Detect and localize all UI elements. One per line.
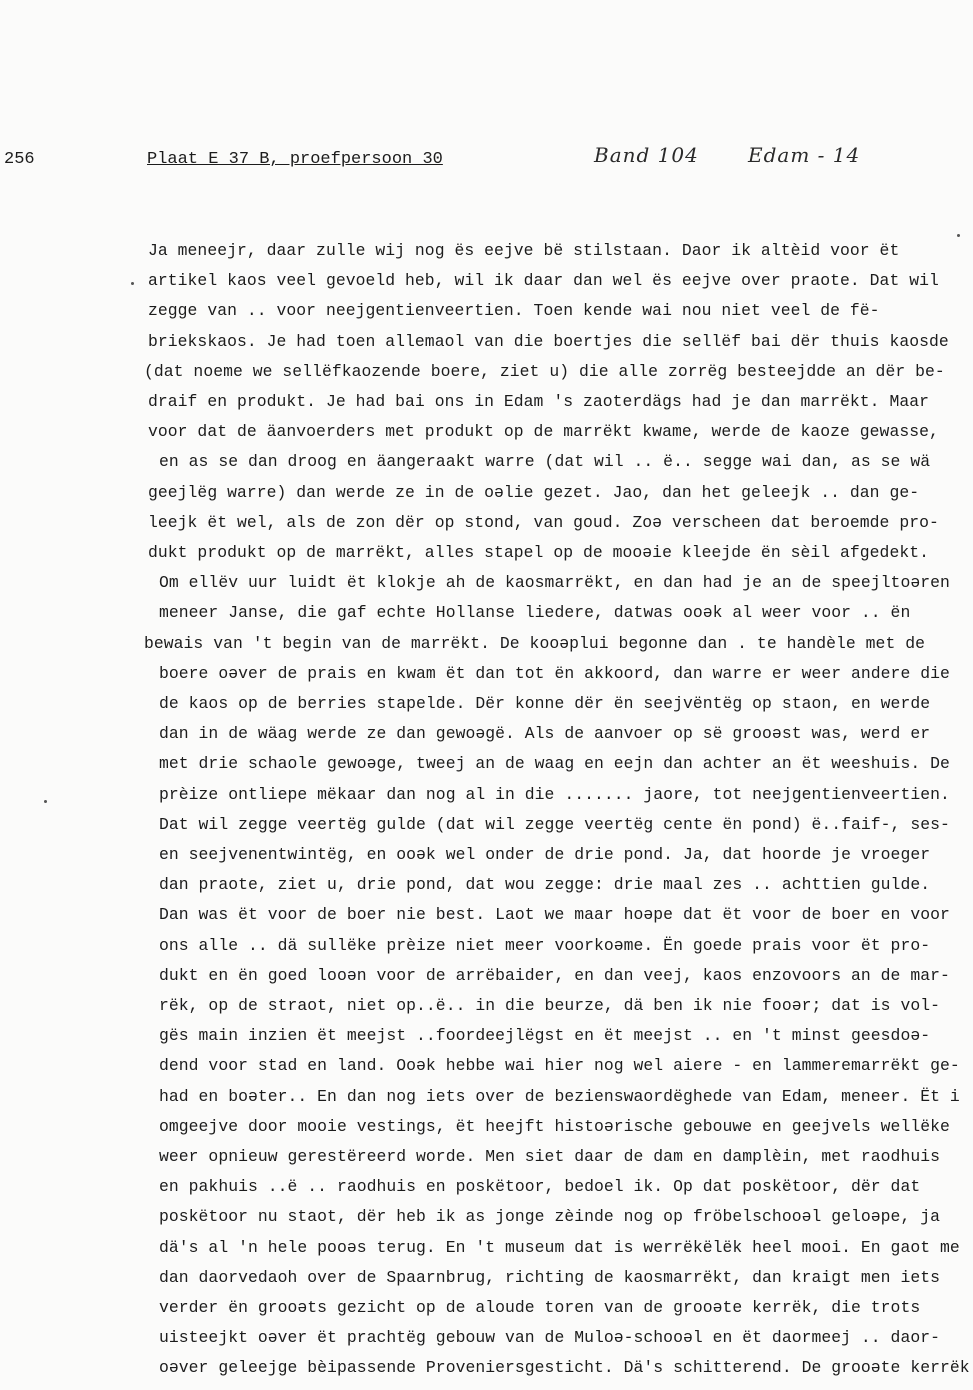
transcript-line: rëk, op de straot, niet op..ë.. in die beurze, dä ben ik nie fooər; dat is vol- [159, 996, 940, 1015]
transcript-line: dukt produkt op de marrëkt, alles stapel op de mooəie kleejde ën sèil afgedekt. [148, 543, 929, 562]
transcript-line: had en boəter.. En dan nog iets over de bezienswaordëghede van Edam, meneer. Ët i [159, 1087, 960, 1106]
transcript-line: en seejvenentwintëg, en ooək wel onder de drie pond. Ja, dat hoorde je vroeger [159, 845, 931, 864]
transcript-line: en as se dan droog en äangeraakt warre (dat wil .. ë.. segge wai dan, as se wä [159, 452, 931, 471]
transcript-line: ons alle .. dä sullëke prèize niet meer voorkoəme. Ën goede prais voor ët pro- [159, 936, 931, 955]
transcript-line: met drie schaole gewoəge, tweej an de waag en eejn dan achter an ët weeshuis. De [159, 754, 950, 773]
transcript-line: Dan was ët voor de boer nie best. Laot we maar hoəpe dat ët voor de boer en voor [159, 905, 950, 924]
transcript-line: meneer Janse, die gaf echte Hollanse liedere, datwas ooək al weer voor .. ën [159, 603, 911, 622]
transcript-line: dä's al 'n hele pooəs terug. En 't museum dat is werrëkëlëk heel mooi. En gaot me [159, 1238, 960, 1257]
handwritten-tape-note: Band 104 [594, 143, 699, 167]
transcript-line: gës main inzien ët meejst ..foordeejlëgst en ët meejst .. en 't minst geesdoə- [159, 1026, 931, 1045]
transcript-line: uisteejkt oəver ët prachtëg gebouw van de Muloə-schooəl en ët daormeej .. daor- [159, 1328, 940, 1347]
transcript-line: zegge van .. voor neejgentienveertien. Toen kende wai nou niet veel de fë- [148, 301, 880, 320]
transcript-line: omgeejve door mooie vestings, ët heejft histoərische gebouwe en geejvels wellëke [159, 1117, 950, 1136]
transcript-line: artikel kaos veel gevoeld heb, wil ik daar dan wel ës eejve over praote. Dat wil [148, 271, 939, 290]
transcript-line: de kaos op de berries stapelde. Dër konne dër ën seejvëntëg op staon, en werde [159, 694, 931, 713]
page-number: 256 [4, 150, 35, 169]
transcript-line: weer opnieuw gerestëreerd worde. Men siet daar de dam en damplèin, met raodhuis [159, 1147, 940, 1166]
transcript-line: prèize ontliepe mëkaar dan nog al in die ....... jaore, tot neejgentienveertien. [159, 785, 950, 804]
transcript-line: draif en produkt. Je had bai ons in Edam 's zaoterdägs had je dan marrëkt. Maar [148, 392, 929, 411]
plate-title: Plaat E 37 B, proefpersoon 30 [147, 150, 443, 169]
transcript-line: dend voor stad en land. Ooək hebbe wai hier nog wel aiere - en lammeremarrëkt ge- [159, 1056, 960, 1075]
transcript-line: en pakhuis ..ë .. raodhuis en poskëtoor, bedoel ik. Op dat poskëtoor, dër dat [159, 1177, 921, 1196]
transcript-line: dan praote, ziet u, drie pond, dat wou zegge: drie maal zes .. achttien gulde. [159, 875, 931, 894]
transcript-line: leejk ët wel, als de zon dër op stond, van goud. Zoə verscheen dat beroemde pro- [148, 513, 939, 532]
transcript-line: boere oəver de prais en kwam ët dan tot ën akkoord, dan warre er weer andere die [159, 664, 950, 683]
transcript-line: geejlëg warre) dan werde ze in de oəlie gezet. Jao, dan het geleejk .. dan ge- [148, 483, 920, 502]
handwritten-location-note: Edam - 14 [748, 143, 861, 167]
transcript-line: briekskaos. Je had toen allemaol van die boertjes die sellëf bai dër thuis kaosde [148, 332, 949, 351]
transcript-line: dan daorvedaoh over de Spaarnbrug, richting de kaosmarrëkt, dan kraigt men iets [159, 1268, 940, 1287]
transcript-line: (dat noeme we sellëfkaozende boere, ziet u) die alle zorrëg besteejdde an dër be- [144, 362, 945, 381]
transcript-line: Ja meneejr, daar zulle wij nog ës eejve bë stilstaan. Daor ik altèid voor ët [148, 241, 900, 260]
transcript-line: Dat wil zegge veertëg gulde (dat wil zegge veertëg cente ën pond) ë..faif-, ses- [159, 815, 950, 834]
transcript-line: Om ellëv uur luidt ët klokje ah de kaosmarrëkt, en dan had je an de speejltoəren [159, 573, 950, 592]
transcript-line: dan in de wäag werde ze dan gewoəgë. Als de aanvoer op së grooəst was, werd er [159, 724, 931, 743]
transcript-line: voor dat de äanvoerders met produkt op de marrëkt kwame, werde de kaoze gewasse, [148, 422, 939, 441]
transcript-line: verder ën grooəts gezicht op de aloude toren van de grooəte kerrëk, die trots [159, 1298, 921, 1317]
transcript-line: dukt en ën goed looən voor de arrëbaider, en dan veej, kaos enzovoors an de mar- [159, 966, 950, 985]
transcript-line: bewais van 't begin van de marrëkt. De kooəplui begonne dan . te handèle met de [144, 634, 925, 653]
transcript-line: oəver geleejge bèipassende Proveniersgesticht. Dä's schitterend. De grooəte kerrëk [159, 1358, 970, 1377]
transcript-line: poskëtoor nu staot, dër heb ik as jonge zèinde nog op fröbelschooəl geloəpe, ja [159, 1207, 940, 1226]
